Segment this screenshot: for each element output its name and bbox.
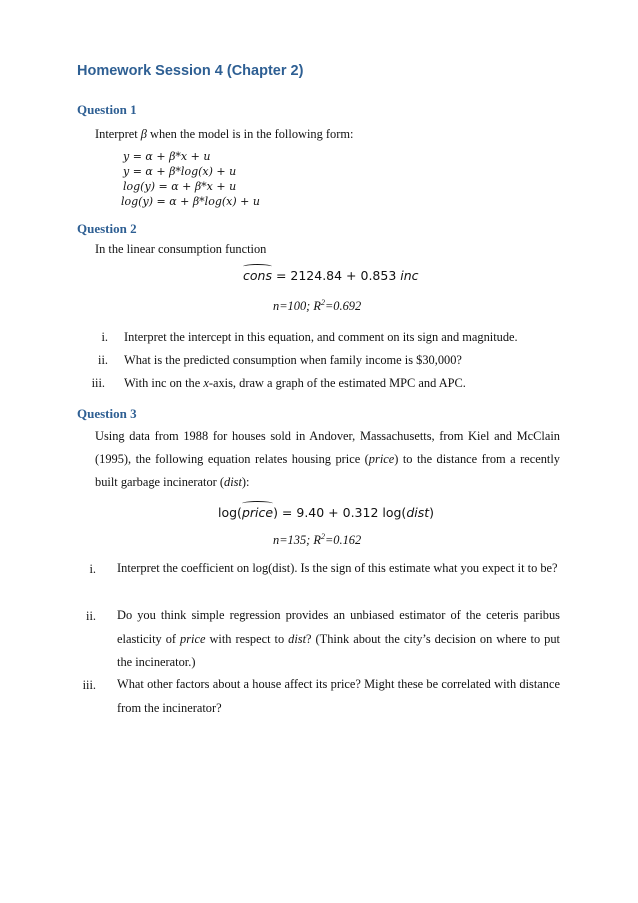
- model-4: log(y) = α + β*log(x) + u: [121, 195, 260, 208]
- q3-item-2-text: Do you think simple regression provides an unbiased estimator of the ceteris paribus elasticity of price with respect to dist? (Think about the city’s decision on where to put the incinerator.): [117, 608, 560, 669]
- q2-item-2-number: ii.: [98, 353, 108, 367]
- q3-item-3-number: iii.: [82, 678, 96, 692]
- model-1: y = α + β*x + u: [123, 150, 211, 163]
- q2-item-3-text: With inc on the x-axis, draw a graph of the estimated MPC and APC.: [124, 376, 466, 390]
- q3-item-2-number: ii.: [86, 609, 96, 623]
- consumption-equation: cons = 2124.84 + 0.853 inc: [243, 268, 419, 283]
- question-3-heading: Question 3: [77, 406, 137, 421]
- model-2: y = α + β*log(x) + u: [123, 165, 237, 178]
- q2-item-1-number: i.: [101, 330, 108, 344]
- consumption-stats: n=100; $R^2=0.692$: [273, 298, 362, 314]
- q2-item-3-number: iii.: [91, 376, 105, 390]
- question-2-intro: In the linear consumption function: [95, 242, 267, 256]
- question-2-heading: Question 2: [77, 221, 137, 236]
- housing-price-stats: n=135; $R^2=0.162$: [273, 532, 362, 548]
- q2-item-2-text: What is the predicted consumption when family income is $30,000?: [124, 353, 462, 367]
- question-1-heading: Question 1: [77, 102, 137, 117]
- q3-item-1-text: Interpret the coefficient on log(dist). Is the sign of this estimate what you expect it to be?: [117, 561, 558, 575]
- model-3: log(y) = α + β*x + u: [123, 180, 237, 193]
- q2-item-1-text: Interpret the intercept in this equation, and comment on its sign and magnitude.: [124, 330, 518, 344]
- page-title: Homework Session 4 (Chapter 2): [77, 63, 304, 79]
- q3-item-1-number: i.: [89, 562, 96, 576]
- question-1-intro: Interpret β when the model is in the following form:: [95, 127, 354, 141]
- housing-price-equation: log(price) = 9.40 + 0.312 log(dist): [218, 505, 435, 520]
- question-3-paragraph: Using data from 1988 for houses sold in Andover, Massachusetts, from Kiel and McClain (1995), the following equation relates housing price (price) to the distance from a recently built garbage incinerator (dist):: [95, 429, 560, 490]
- q3-item-3-text: What other factors about a house affect its price? Might these be correlated with distance from the incinerator?: [117, 677, 560, 715]
